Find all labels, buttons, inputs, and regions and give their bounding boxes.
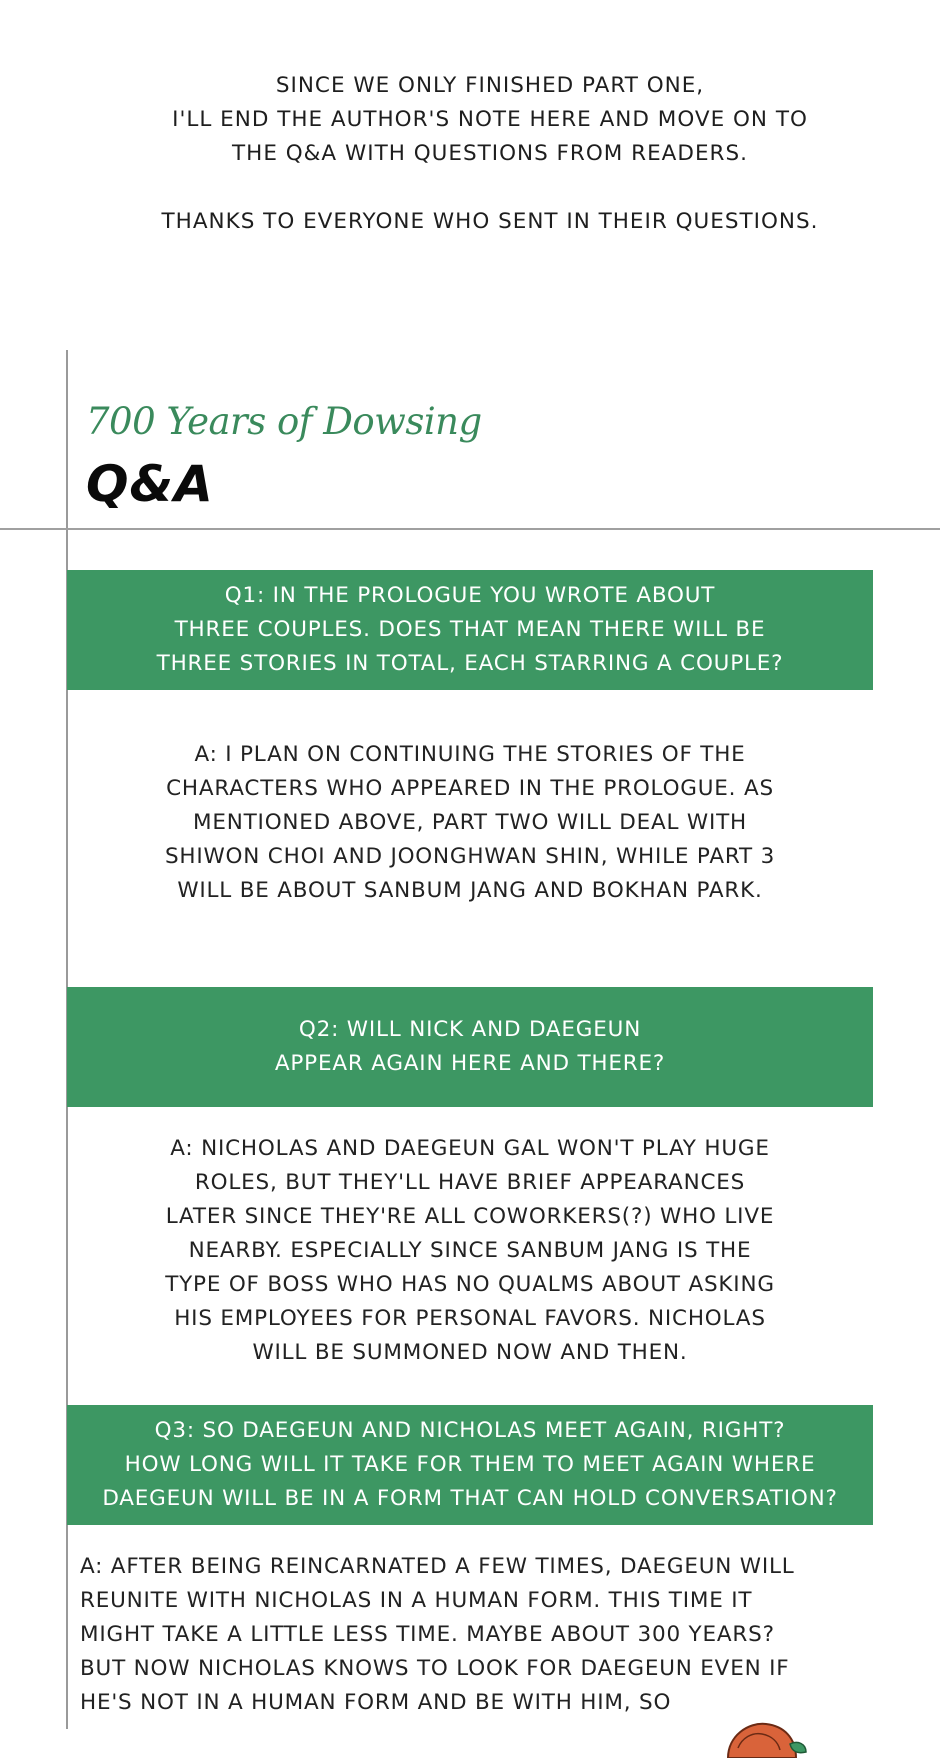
question-line: HOW LONG WILL IT TAKE FOR THEM TO MEET AGAIN WHERE [124, 1452, 816, 1477]
answer-block-2 [67, 1132, 873, 1370]
question-line: Q3: SO DAEGEUN AND NICHOLAS MEET AGAIN, RIGHT? [154, 1418, 786, 1443]
intro-line: I'LL END THE AUTHOR'S NOTE HERE AND MOVE ON TO [172, 107, 808, 132]
answer-line: NEARBY. ESPECIALLY SINCE SANBUM JANG IS THE [188, 1238, 752, 1263]
answer-line: WILL BE ABOUT SANBUM JANG AND BOKHAN PARK. [177, 878, 763, 903]
question-line: THREE STORIES IN TOTAL, EACH STARRING A COUPLE? [156, 651, 784, 676]
answer-line: TYPE OF BOSS WHO HAS NO QUALMS ABOUT ASKING [165, 1272, 775, 1297]
question-box-3 [67, 1405, 873, 1525]
answer-line: ROLES, BUT THEY'LL HAVE BRIEF APPEARANCES [194, 1170, 746, 1195]
answer-line: HIS EMPLOYEES FOR PERSONAL FAVORS. NICHOLAS [174, 1306, 766, 1331]
answer-line: HE'S NOT IN A HUMAN FORM AND BE WITH HIM, SO [80, 1690, 672, 1715]
question-box-1 [67, 570, 873, 690]
section-title: Q&A [86, 455, 214, 513]
thanks-line: THANKS TO EVERYONE WHO SENT IN THEIR QUESTIONS. [161, 209, 819, 234]
intro-thanks [0, 205, 940, 239]
answer-line: MENTIONED ABOVE, PART TWO WILL DEAL WITH [193, 810, 747, 835]
horizontal-divider [0, 528, 940, 530]
answer-line: LATER SINCE THEY'RE ALL COWORKERS(?) WHO LIVE [165, 1204, 775, 1229]
intro-line: THE Q&A WITH QUESTIONS FROM READERS. [232, 141, 748, 166]
character-illustration [718, 1718, 808, 1758]
question-line: Q2: WILL NICK AND DAEGEUN [298, 1017, 642, 1042]
intro-line: SINCE WE ONLY FINISHED PART ONE, [275, 73, 705, 98]
answer-line: A: NICHOLAS AND DAEGEUN GAL WON'T PLAY HUGE [170, 1136, 770, 1161]
answer-line: REUNITE WITH NICHOLAS IN A HUMAN FORM. THIS TIME IT [80, 1588, 753, 1613]
intro-text [0, 69, 940, 171]
series-title: 700 Years of Dowsing [86, 400, 482, 443]
question-line: Q1: IN THE PROLOGUE YOU WROTE ABOUT [224, 583, 716, 608]
question-line: THREE COUPLES. DOES THAT MEAN THERE WILL BE [174, 617, 766, 642]
question-line: APPEAR AGAIN HERE AND THERE? [274, 1051, 666, 1076]
answer-block-1 [67, 738, 873, 908]
question-box-2 [67, 987, 873, 1107]
answer-block-3 [80, 1550, 880, 1720]
answer-line: A: I PLAN ON CONTINUING THE STORIES OF THE [194, 742, 746, 767]
answer-line: MIGHT TAKE A LITTLE LESS TIME. MAYBE ABOUT 300 YEARS? [80, 1622, 775, 1647]
answer-line: BUT NOW NICHOLAS KNOWS TO LOOK FOR DAEGEUN EVEN IF [80, 1656, 790, 1681]
answer-line: SHIWON CHOI AND JOONGHWAN SHIN, WHILE PART 3 [164, 844, 776, 869]
question-line: DAEGEUN WILL BE IN A FORM THAT CAN HOLD CONVERSATION? [102, 1486, 838, 1511]
answer-line: WILL BE SUMMONED NOW AND THEN. [252, 1340, 688, 1365]
answer-line: CHARACTERS WHO APPEARED IN THE PROLOGUE. AS [166, 776, 774, 801]
answer-line: A: AFTER BEING REINCARNATED A FEW TIMES, DAEGEUN WILL [80, 1554, 795, 1579]
